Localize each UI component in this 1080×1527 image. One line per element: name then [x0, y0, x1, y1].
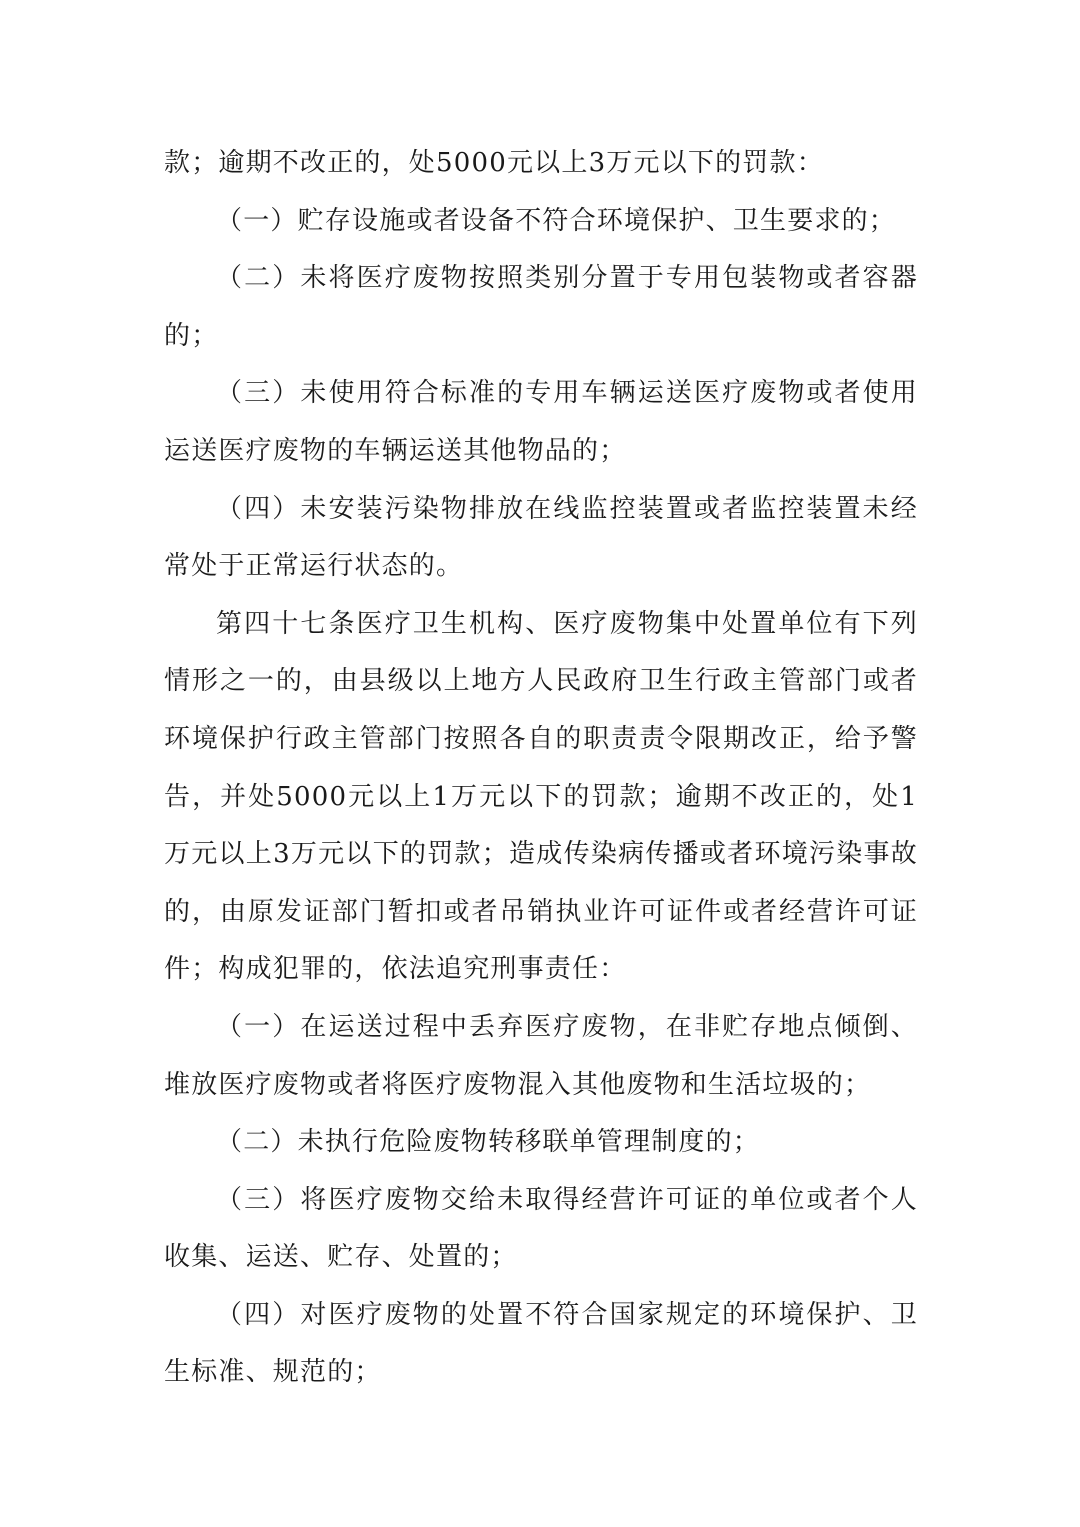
- article-47-paragraph: 第四十七条医疗卫生机构、医疗废物集中处置单位有下列情形之一的，由县级以上地方人民政府卫生行政主管部门或者环境保护行政主管部门按照各自的职责责令限期改正，给予警告，并处5000元以上1万元以下的罚款；逾期不改正的，处1万元以上3万元以下的罚款；造成传染病传播或者环境污染事故的，由原发证部门暂扣或者吊销执业许可证件或者经营许可证件；构成犯罪的，依法追究刑事责任：: [164, 608, 918, 985]
- paragraph-1: 款；逾期不改正的，处5000元以上3万元以下的罚款：: [164, 148, 824, 178]
- paragraph-4: （三）未使用符合标准的专用车辆运送医疗废物或者使用运送医疗废物的车辆运送其他物品的；: [164, 378, 918, 466]
- paragraph-5: （四）未安装污染物排放在线监控装置或者监控装置未经常处于正常运行状态的。: [164, 493, 918, 582]
- paragraph-8: （二）未执行危险废物转移联单管理制度的；: [216, 1127, 761, 1158]
- document-body: [164, 135, 918, 1402]
- paragraph-3: （二）未将医疗废物按照类别分置于专用包装物或者容器的；: [164, 263, 918, 351]
- paragraph-2: （一）贮存设施或者设备不符合环境保护、卫生要求的；: [216, 205, 897, 236]
- paragraph-10: （四）对医疗废物的处置不符合国家规定的环境保护、卫生标准、规范的；: [164, 1299, 918, 1388]
- paragraph-9: （三）将医疗废物交给未取得经营许可证的单位或者个人收集、运送、贮存、处置的；: [164, 1184, 918, 1273]
- paragraph-7: （一）在运送过程中丢弃医疗废物，在非贮存地点倾倒、堆放医疗废物或者将医疗废物混入其他废物和生活垃圾的；: [164, 1011, 918, 1100]
